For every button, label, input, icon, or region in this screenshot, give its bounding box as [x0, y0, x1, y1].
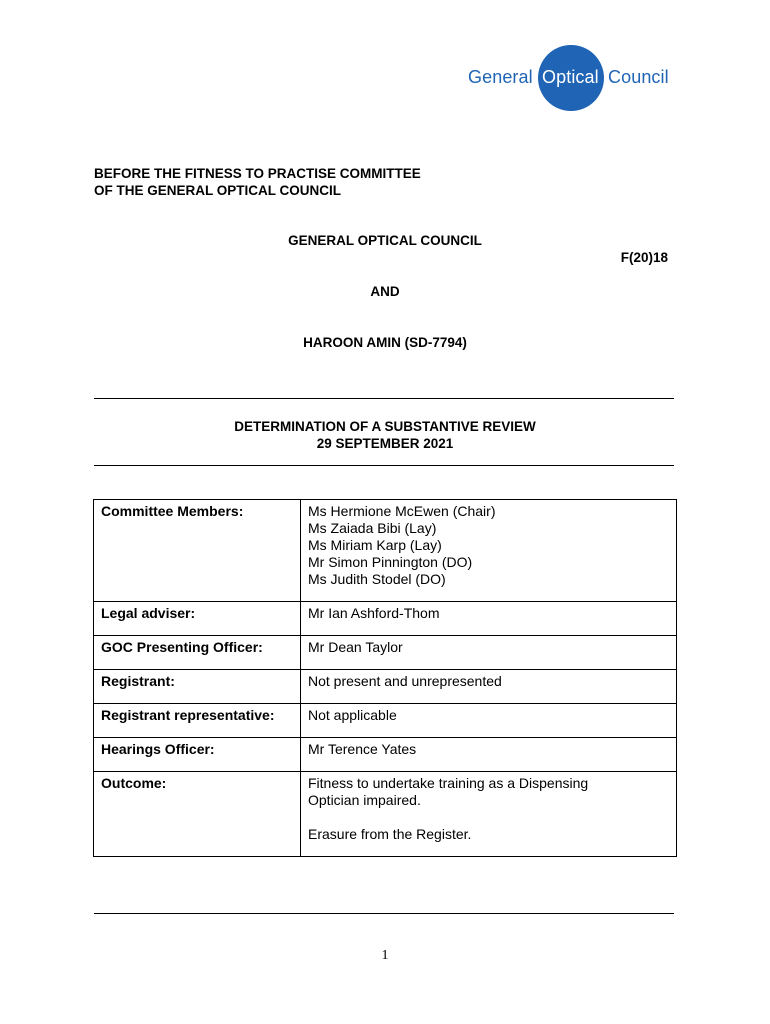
party-council: GENERAL OPTICAL COUNCIL [288, 233, 482, 248]
divider-middle [94, 465, 674, 466]
committee-label: Committee Members: [94, 500, 301, 602]
determination-title: DETERMINATION OF A SUBSTANTIVE REVIEW [234, 419, 536, 434]
table-row [94, 602, 677, 636]
table-row [94, 500, 677, 602]
committee-member: Ms Zaiada Bibi (Lay) [308, 520, 437, 536]
outcome-label: Outcome: [94, 772, 301, 857]
committee-member: Ms Miriam Karp (Lay) [308, 537, 442, 553]
registrant-representative-value: Not applicable [301, 704, 677, 738]
committee-members [301, 500, 677, 602]
registrant-representative-label: Registrant representative: [94, 704, 301, 738]
table-row [94, 738, 677, 772]
outcome-line: Optician impaired. [308, 792, 421, 808]
heading-line-2: OF THE GENERAL OPTICAL COUNCIL [94, 183, 342, 198]
committee-member: Ms Judith Stodel (DO) [308, 571, 446, 587]
table-row [94, 772, 677, 857]
outcome-line: Fitness to undertake training as a Dispensing [308, 775, 589, 791]
committee-member: Ms Hermione McEwen (Chair) [308, 503, 496, 519]
divider-top [94, 398, 674, 399]
paragraph-gap [308, 809, 669, 826]
registrant-label: Registrant: [94, 670, 301, 704]
hearings-officer-label: Hearings Officer: [94, 738, 301, 772]
outcome-line: Erasure from the Register. [308, 826, 472, 842]
legal-adviser-value: Mr Ian Ashford-Thom [301, 602, 677, 636]
table-row [94, 636, 677, 670]
case-reference: F(20)18 [620, 250, 668, 265]
panel-details-table [93, 499, 677, 857]
page-number: 1 [381, 948, 389, 963]
outcome-value [301, 772, 677, 857]
presenting-officer-value: Mr Dean Taylor [301, 636, 677, 670]
logo-word-council: Council [608, 67, 669, 87]
party-and: AND [370, 284, 400, 299]
footer-divider [94, 913, 674, 914]
registrant-value: Not present and unrepresented [301, 670, 677, 704]
table-row [94, 670, 677, 704]
hearings-officer-value: Mr Terence Yates [301, 738, 677, 772]
table-row [94, 704, 677, 738]
committee-heading [94, 165, 421, 199]
legal-adviser-label: Legal adviser: [94, 602, 301, 636]
presenting-officer-label: GOC Presenting Officer: [94, 636, 301, 670]
goc-logo [468, 45, 678, 111]
heading-line-1: BEFORE THE FITNESS TO PRACTISE COMMITTEE [94, 166, 421, 181]
determination-date: 29 SEPTEMBER 2021 [316, 436, 454, 451]
logo-word-optical: Optical [542, 67, 599, 87]
committee-member: Mr Simon Pinnington (DO) [308, 554, 473, 570]
party-registrant: HAROON AMIN (SD-7794) [303, 335, 467, 350]
logo-word-general: General [468, 67, 533, 87]
